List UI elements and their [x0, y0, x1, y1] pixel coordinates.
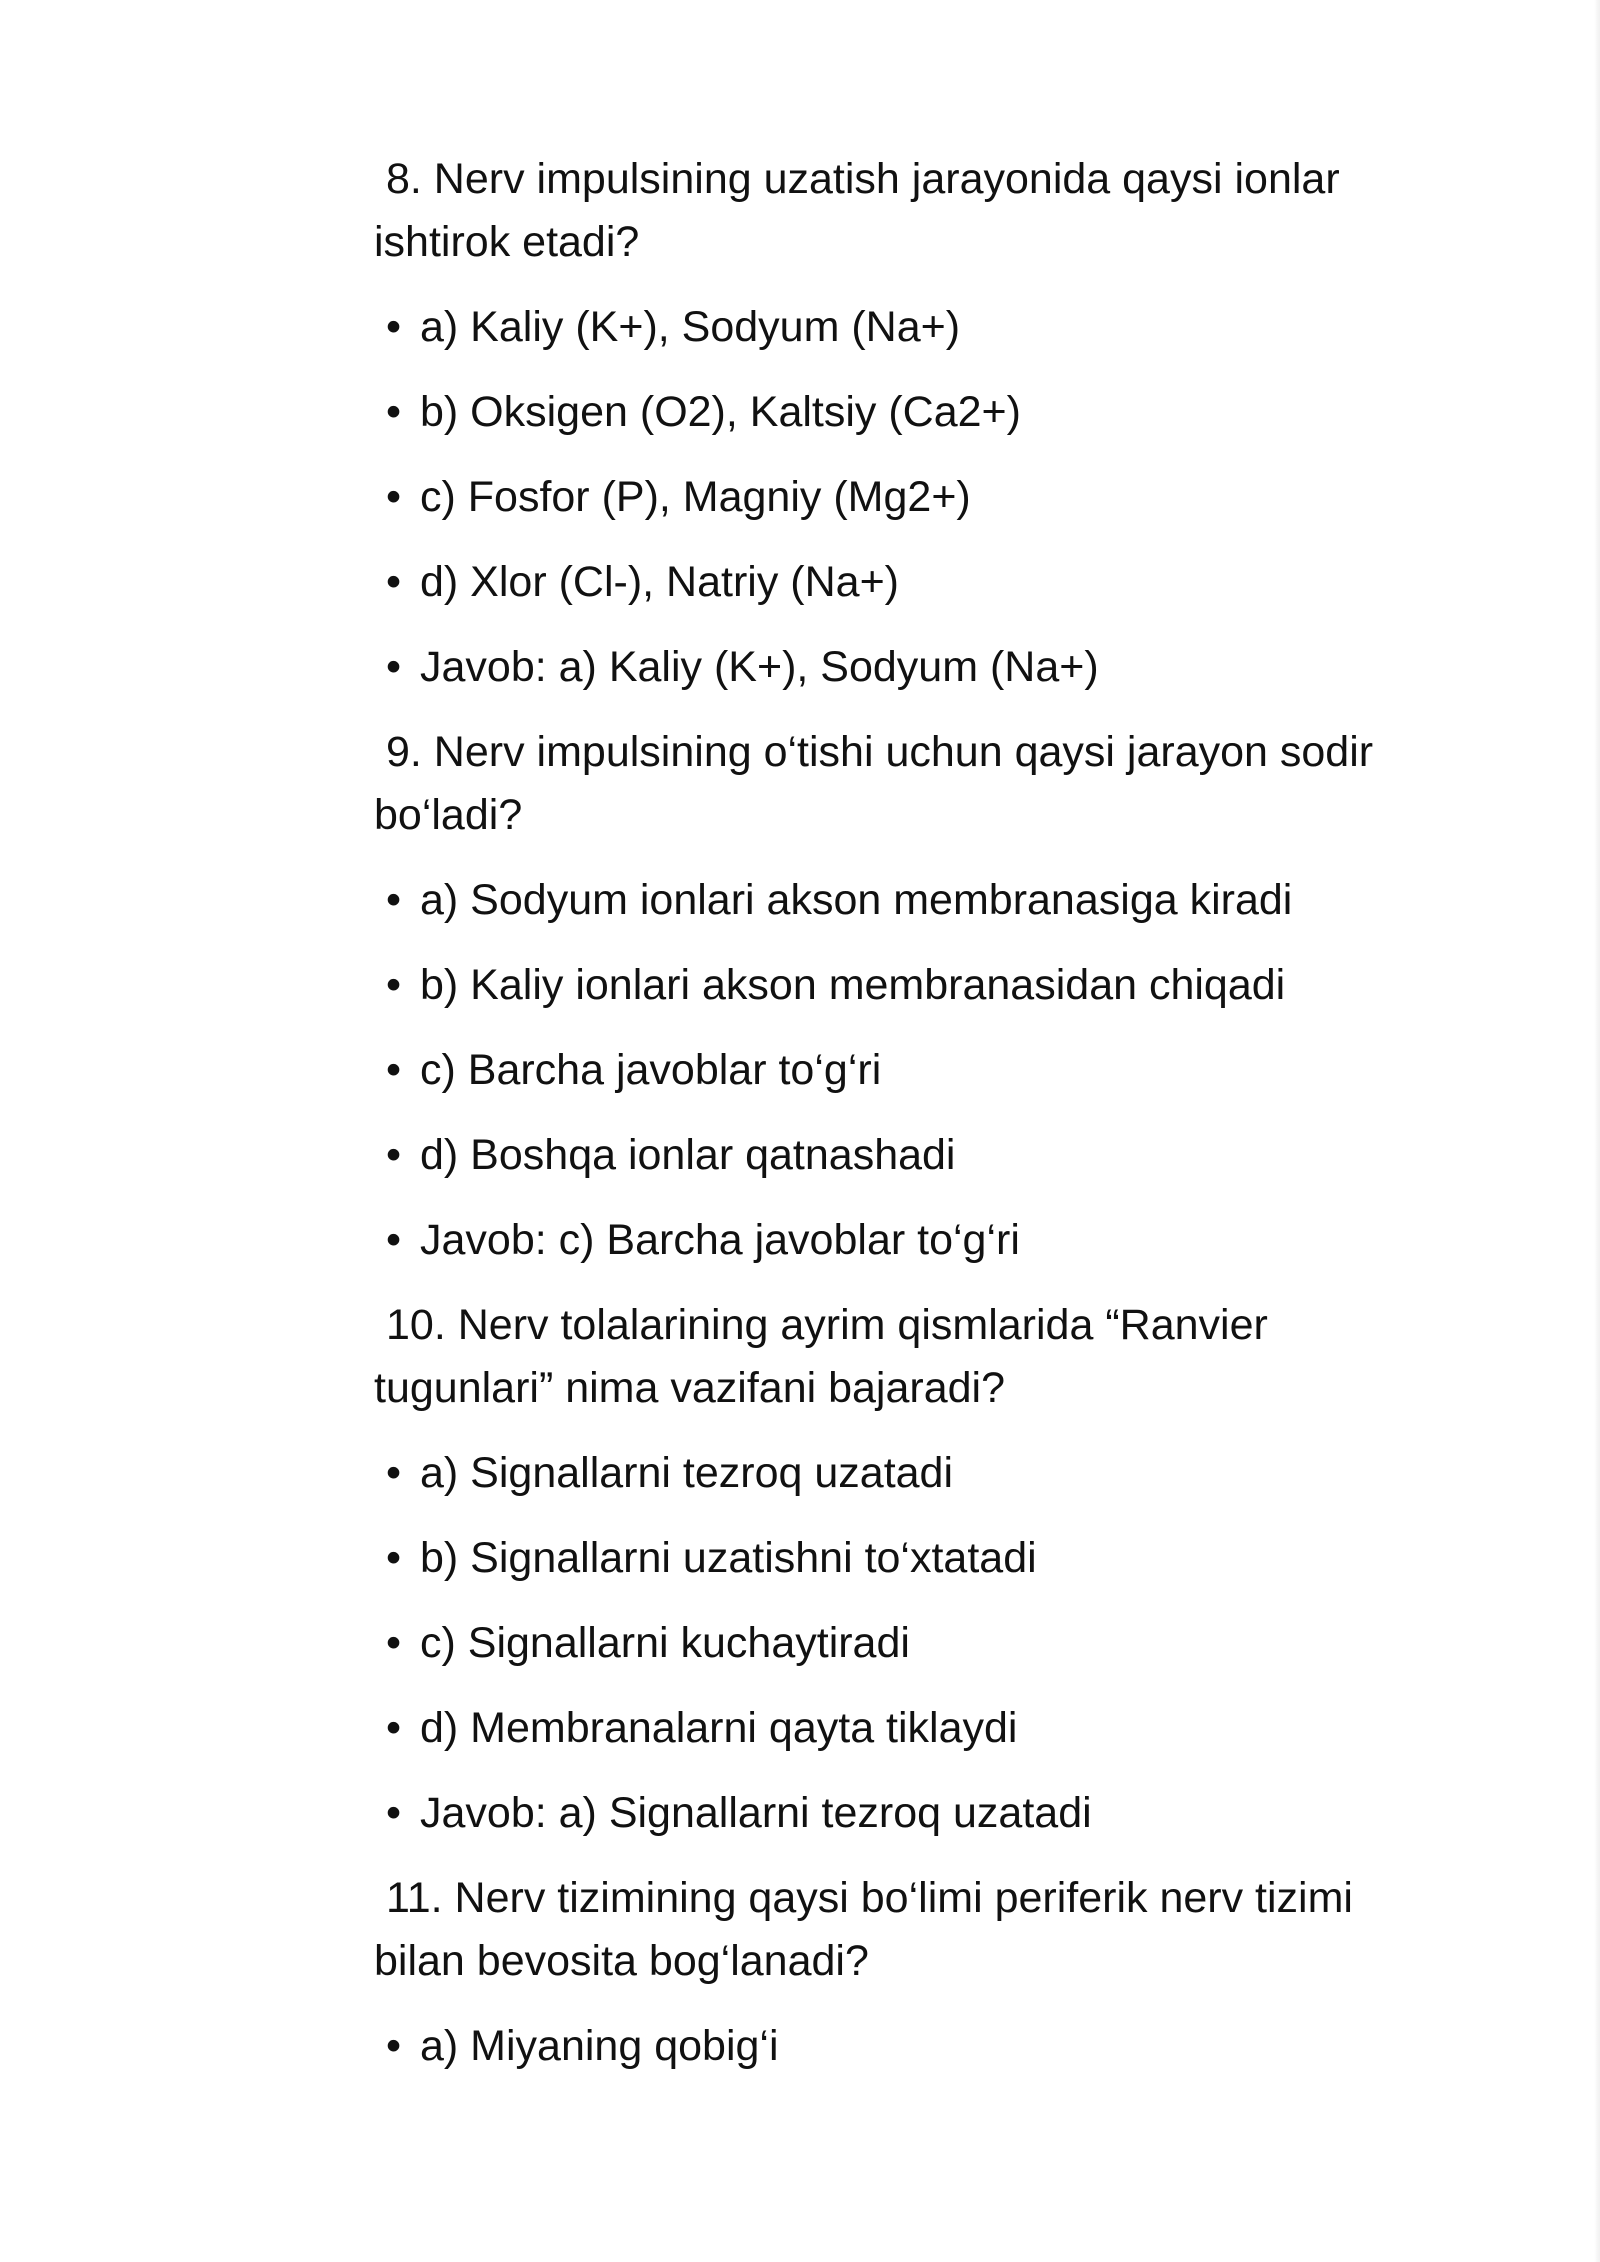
bullet-icon: • [386, 1046, 402, 1094]
option-item [374, 1612, 1434, 1675]
option-text: c) Fosfor (P), Magniy (Mg2+) [420, 473, 971, 521]
answer-text: Javob: a) Kaliy (K+), Sodyum (Na+) [420, 643, 1099, 691]
bullet-icon: • [386, 303, 402, 351]
option-item [374, 466, 1434, 529]
bullet-icon: • [386, 1704, 402, 1752]
option-item [374, 869, 1434, 932]
bullet-icon: • [386, 2022, 402, 2070]
option-text: d) Xlor (Cl-), Natriy (Na+) [420, 558, 900, 606]
answer-item [374, 1209, 1434, 1272]
option-text: c) Barcha javoblar to‘g‘ri [420, 1046, 882, 1094]
bullet-icon: • [386, 558, 402, 606]
bullet-icon: • [386, 1534, 402, 1582]
document-content [374, 148, 1434, 2100]
bullet-icon: • [386, 473, 402, 521]
option-item [374, 296, 1434, 359]
question-10: 10. Nerv tolalarining ayrim qismlarida “Ranvier tugunlari” nima vazifani bajaradi? [374, 1301, 1268, 1412]
option-item [374, 1124, 1434, 1187]
option-text: d) Boshqa ionlar qatnashadi [420, 1131, 956, 1179]
page-edge-shadow [1594, 0, 1600, 2262]
option-text: b) Oksigen (O2), Kaltsiy (Ca2+) [420, 388, 1021, 436]
option-item [374, 1442, 1434, 1505]
question-11: 11. Nerv tizimining qaysi bo‘limi periferik nerv tizimi bilan bevosita bog‘lanadi? [374, 1874, 1353, 1985]
option-item [374, 1697, 1434, 1760]
answer-item [374, 636, 1434, 699]
question-9: 9. Nerv impulsining o‘tishi uchun qaysi jarayon sodir bo‘ladi? [374, 728, 1374, 839]
option-text: a) Signallarni tezroq uzatadi [420, 1449, 954, 1497]
option-text: b) Kaliy ionlari akson membranasidan chiqadi [420, 961, 1286, 1009]
bullet-icon: • [386, 961, 402, 1009]
option-item [374, 1527, 1434, 1590]
option-item [374, 551, 1434, 614]
bullet-icon: • [386, 643, 402, 691]
answer-text: Javob: a) Signallarni tezroq uzatadi [420, 1789, 1092, 1837]
bullet-icon: • [386, 1131, 402, 1179]
answer-item [374, 1782, 1434, 1845]
option-item [374, 381, 1434, 444]
option-text: d) Membranalarni qayta tiklaydi [420, 1704, 1018, 1752]
option-item [374, 1039, 1434, 1102]
option-item [374, 954, 1434, 1017]
bullet-icon: • [386, 1449, 402, 1497]
option-text: a) Kaliy (K+), Sodyum (Na+) [420, 303, 961, 351]
option-text: c) Signallarni kuchaytiradi [420, 1619, 910, 1667]
bullet-icon: • [386, 1619, 402, 1667]
option-item [374, 2015, 1434, 2078]
option-text: a) Sodyum ionlari akson membranasiga kiradi [420, 876, 1293, 924]
bullet-icon: • [386, 876, 402, 924]
answer-text: Javob: c) Barcha javoblar to‘g‘ri [420, 1216, 1020, 1264]
bullet-icon: • [386, 388, 402, 436]
question-8: 8. Nerv impulsining uzatish jarayonida qaysi ionlar ishtirok etadi? [374, 155, 1340, 266]
option-text: b) Signallarni uzatishni to‘xtatadi [420, 1534, 1037, 1582]
option-text: a) Miyaning qobig‘i [420, 2022, 779, 2070]
bullet-icon: • [386, 1216, 402, 1264]
bullet-icon: • [386, 1789, 402, 1837]
